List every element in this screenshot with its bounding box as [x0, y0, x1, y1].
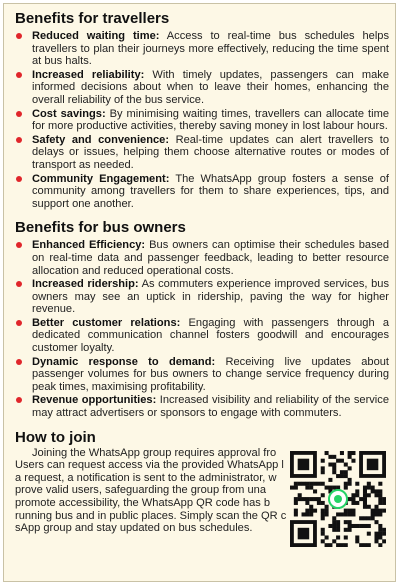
item-text: Real-time updates can alert travellers to delays or issues, helping them choose alternative routes or modes of transport as needed. — [32, 133, 389, 171]
item-text: Increased visibility and reliability of the service may attract advertisers or sponsors to engage with commuters. — [32, 394, 389, 420]
owners-heading: Benefits for bus owners — [15, 219, 186, 237]
item-title: Enhanced Efficiency: — [32, 239, 146, 252]
owners-section — [15, 219, 389, 419]
bullet-icon — [16, 33, 22, 39]
item-title: Community Engagement: — [32, 172, 170, 185]
item-text: Bus owners can optimise their schedules based on real-time data and passenger feedback, leading to better resource allocation and reduced operational costs. — [32, 239, 389, 277]
join-line: prove valid users, safeguarding the group from una — [15, 484, 266, 497]
list-item — [15, 394, 389, 419]
join-line: Joining the WhatsApp group requires approval fro — [32, 446, 277, 459]
travellers-section — [15, 10, 389, 210]
item-title: Increased ridership: — [32, 278, 139, 291]
bullet-icon — [16, 320, 22, 326]
item-title: Safety and convenience: — [32, 133, 170, 146]
item-title: Reduced waiting time: — [32, 30, 160, 42]
item-text: With timely updates, passengers can make informed decisions about when to leave their homes, enhancing the overall reliability of the bus service. — [32, 68, 389, 106]
article-panel — [3, 3, 396, 582]
list-item — [15, 173, 389, 211]
join-line: running bus and in public places. Simply scan the QR c — [15, 509, 287, 522]
list-item — [15, 69, 389, 107]
list-item — [15, 108, 389, 133]
bullet-icon — [16, 72, 22, 78]
bullet-icon — [16, 176, 22, 182]
join-line: sApp group and stay updated on bus schedules. — [15, 522, 253, 535]
whatsapp-logo-icon — [328, 489, 348, 509]
article-content — [15, 10, 389, 535]
list-item — [15, 239, 389, 277]
item-text: Receiving live updates about passenger volumes for bus owners to change service frequency during peak times, maximising profitability. — [32, 355, 389, 393]
item-text: Access to real-time bus schedules helps travellers to plan their journeys more effectively, reducing the time spent at bus halts. — [32, 30, 389, 68]
bullet-icon — [16, 281, 22, 287]
travellers-list — [15, 30, 389, 210]
bullet-icon — [16, 111, 22, 117]
list-item — [15, 134, 389, 172]
item-title: Better customer relations: — [32, 316, 181, 329]
item-title: Revenue opportunities: — [32, 394, 157, 407]
bullet-icon — [16, 242, 22, 248]
list-item — [15, 356, 389, 394]
list-item — [15, 278, 389, 316]
item-text: The WhatsApp group fosters a sense of community among travellers for them to share experiences, tips, and support one another. — [32, 172, 389, 210]
item-title: Cost savings: — [32, 107, 106, 120]
item-title: Dynamic response to demand: — [32, 355, 216, 368]
item-text: Engaging with passengers through a dedicated communication channel fosters goodwill and encourages customer loyalty. — [32, 316, 390, 355]
item-title: Increased reliability: — [32, 68, 145, 81]
whatsapp-qr-code-icon — [290, 451, 386, 547]
item-text: By minimising waiting times, travellers can allocate time for more productive activities, thereby saving money in lost labour hours. — [32, 107, 389, 133]
travellers-heading: Benefits for travellers — [15, 10, 170, 27]
join-line: Users can request access via the provided WhatsApp l — [15, 459, 284, 472]
join-section — [15, 429, 389, 535]
bullet-icon — [16, 397, 22, 403]
item-text: As commuters experience improved services, bus owners may see an uptick in ridership, paving the way for higher revenue. — [32, 278, 389, 316]
bullet-icon — [16, 137, 22, 143]
list-item — [15, 30, 389, 68]
join-line: promote accessibility, the WhatsApp QR code has b — [15, 497, 271, 509]
join-line: a request, a notification is sent to the administrator, w — [15, 471, 277, 484]
owners-list — [15, 239, 389, 419]
bullet-icon — [16, 359, 22, 365]
list-item — [15, 317, 389, 355]
join-heading: How to join — [15, 428, 96, 446]
